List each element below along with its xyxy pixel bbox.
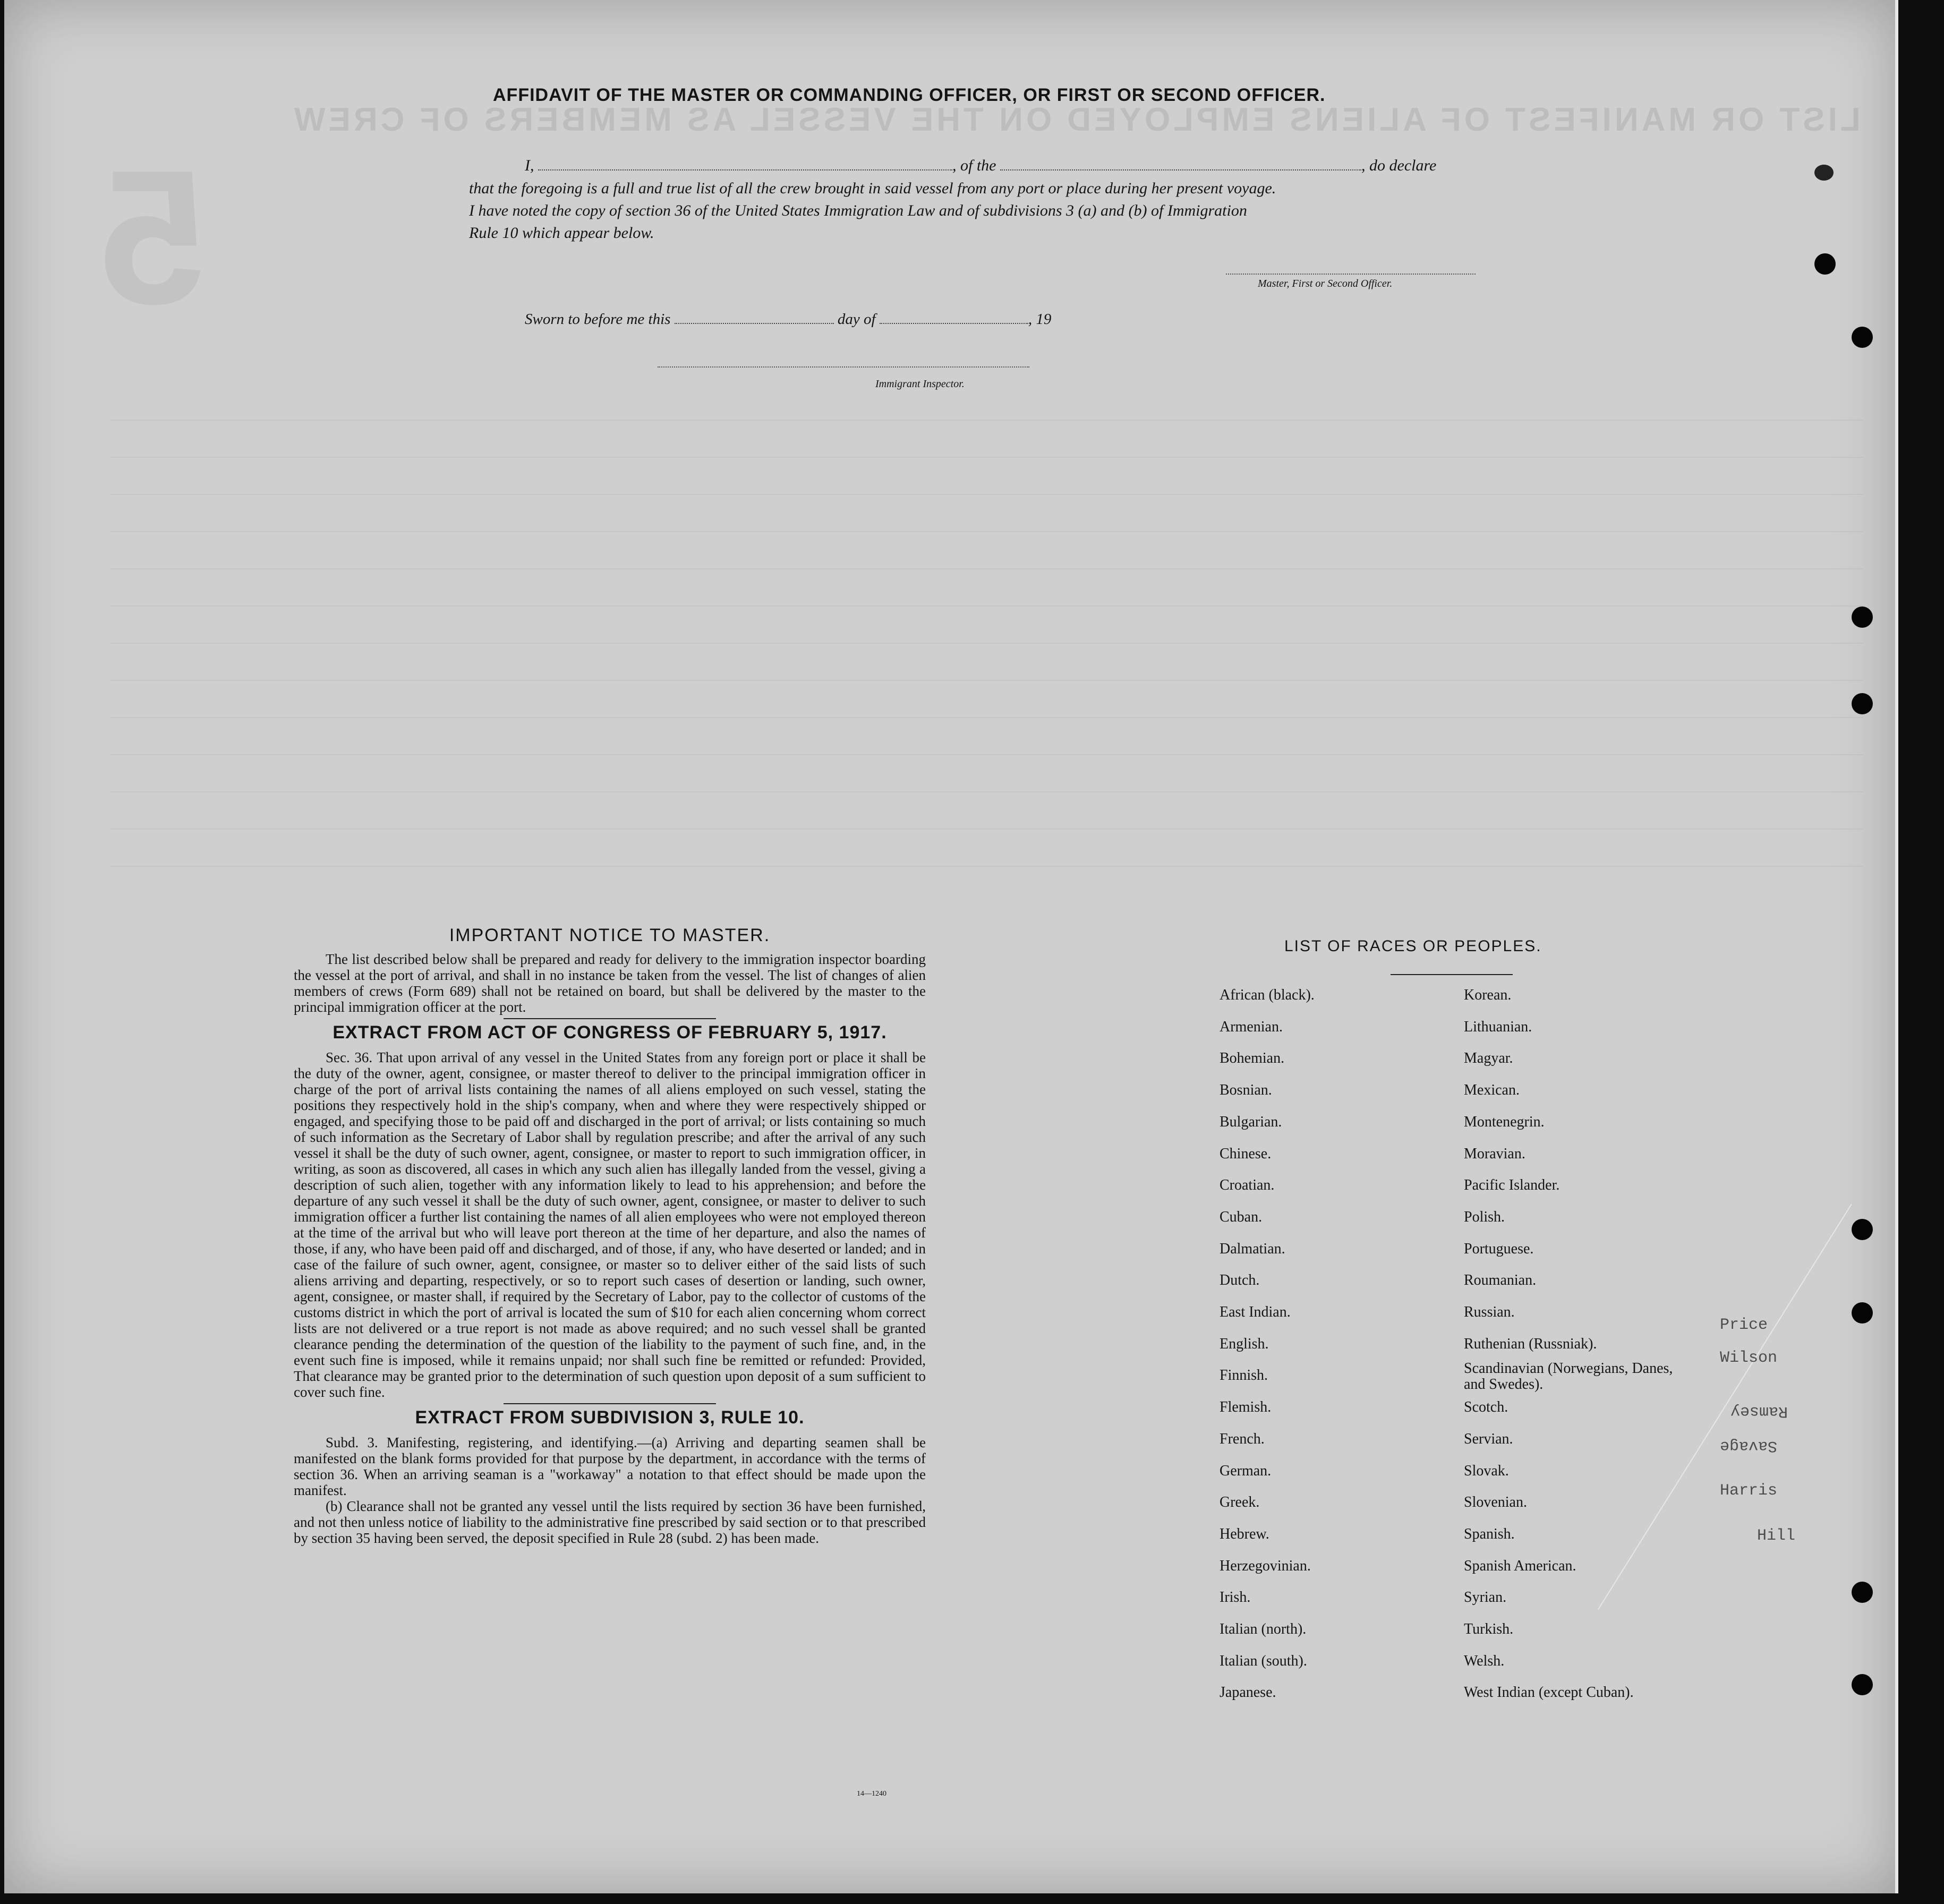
race-item: Bulgarian. [1220, 1113, 1282, 1130]
race-item: Italian (north). [1220, 1621, 1307, 1637]
race-item: Chinese. [1220, 1145, 1272, 1162]
race-item: Spanish. [1464, 1525, 1515, 1542]
act-extract-title: EXTRACT FROM ACT OF CONGRESS OF FEBRUARY 5, 1917. [332, 1022, 887, 1043]
race-item: Magyar. [1464, 1050, 1513, 1067]
race-item: Mexican. [1464, 1082, 1520, 1099]
race-item: Hebrew. [1220, 1525, 1269, 1542]
divider [504, 1403, 716, 1404]
punch-hole [1814, 165, 1834, 181]
race-item: Greek. [1220, 1494, 1260, 1511]
race-item: French. [1220, 1430, 1265, 1447]
race-item: Scandinavian (Norwegians, Danes, and Swedes). [1464, 1360, 1673, 1393]
race-item: Pacific Islander. [1464, 1177, 1560, 1194]
race-item: Polish. [1464, 1208, 1505, 1225]
form-code: 14—1240 [857, 1790, 886, 1798]
punch-hole [1852, 1674, 1873, 1695]
affidavit-line-2: that the foregoing is a full and true list of all the crew brought in said vessel from any port or place during her present voyage. [469, 180, 1276, 197]
manifest-page [4, 0, 1898, 1893]
divider [504, 1018, 716, 1019]
inspector-label: Immigrant Inspector. [875, 378, 965, 390]
bleed-through-name: Savage [1720, 1437, 1778, 1455]
bleed-through-name: Ramsey [1730, 1402, 1788, 1420]
races-divider [1391, 974, 1513, 975]
race-item: Montenegrin. [1464, 1113, 1545, 1130]
race-item: West Indian (except Cuban). [1464, 1684, 1634, 1701]
inspector-line [658, 366, 1029, 368]
race-item: Slovenian. [1464, 1494, 1527, 1511]
bleed-through-name: Hill [1757, 1527, 1796, 1545]
rule-extract-title: EXTRACT FROM SUBDIVISION 3, RULE 10. [415, 1407, 805, 1428]
race-item: German. [1220, 1462, 1272, 1479]
race-item: Finnish. [1220, 1367, 1268, 1384]
rule-extract-para-a: Subd. 3. Manifesting, registering, and identifying.—(a) Arriving and departing seamen shall be manifested on the blank forms provided for that purpose by the department, in accordance with the terms of section 36. When an arriving seaman is a "workaway" a notation to that effect should be made upon the manifest. [294, 1435, 926, 1498]
race-item: Dalmatian. [1220, 1240, 1285, 1257]
affidavit-line-3: I have noted the copy of section 36 of the United States Immigration Law and of subdivisions 3 (a) and (b) of Immigration [469, 202, 1247, 219]
affidavit-line-4: Rule 10 which appear below. [469, 224, 654, 242]
race-item: African (black). [1220, 987, 1315, 1003]
race-item: Portuguese. [1464, 1240, 1534, 1257]
race-item: Russian. [1464, 1304, 1515, 1320]
race-item: Korean. [1464, 987, 1512, 1003]
punch-hole [1852, 1219, 1873, 1240]
affidavit-title: AFFIDAVIT OF THE MASTER OR COMMANDING OFFICER, OR FIRST OR SECOND OFFICER. [493, 85, 1326, 105]
day-blank [675, 323, 834, 324]
race-item: Scotch. [1464, 1399, 1508, 1416]
sworn-line [525, 311, 1051, 328]
bleed-through-form-number: 5 [100, 131, 207, 344]
race-item: Dutch. [1220, 1272, 1260, 1289]
punch-hole [1852, 607, 1873, 628]
race-item: English. [1220, 1335, 1269, 1352]
race-item: Japanese. [1220, 1684, 1276, 1701]
act-extract-text: Sec. 36. That upon arrival of any vessel in the United States from any foreign port or place it shall be the duty of the owner, agent, consignee, or master thereof to deliver to the principal immigration officer in charge of the port of arrival lists containing the names of all aliens employed on such vessel, stating the positions they respectively hold in the ship's company, when and where they were respectively shipped or engaged, and specifying those to be paid off and discharged in the port of arrival; or lists containing so much of such information as the Secretary of Labor shall by regulation prescribe; and after the arrival of any such vessel it shall be the duty of such owner, agent, consignee, or master to report to such immigration officer, in writing, as soon as discovered, all cases in which any such alien has illegally landed from the vessel, giving a description of such alien, together with any information likely to lead to his apprehension; and before the departure of any such vessel it shall be the duty of such owner, agent, consignee, or master to deliver to such immigration officer a further list containing the names of all alien employees who were not employed thereon at the time of the arrival but who will leave port thereon at the time of her departure, and also the names of those, if any, who have been paid off and discharged, and of those, if any, who have deserted or landed; and in case of the failure of such owner, agent, consignee, or master so to deliver either of the said lists of such aliens arriving and departing, respectively, or so to report such cases of desertion or landing, such owner, agent, consignee, or master shall, if required by the Secretary of Labor, pay to the collector of customs of the customs district in which the port of arrival is located the sum of $10 for each alien concerning whom correct lists are not delivered or a true report is not made as above required; and no such vessel shall be granted clearance pending the determination of the question of the liability to the payment of such fine, and, in the event such fine is imposed, while it remains unpaid; nor shall such fine be remitted or refunded: Provided, That clearance may be granted prior to the determination of such question upon deposit of a sum sufficient to cover such fine. [294, 1049, 926, 1400]
race-item: Italian (south). [1220, 1652, 1307, 1669]
race-item: Ruthenian (Russniak). [1464, 1335, 1597, 1352]
punch-hole [1852, 1582, 1873, 1603]
affidavit-declare: , do declare [1361, 157, 1437, 174]
race-item: East Indian. [1220, 1304, 1291, 1320]
affidavit-line-1 [525, 157, 1436, 175]
race-item: Bohemian. [1220, 1050, 1285, 1067]
race-item: Slovak. [1464, 1462, 1509, 1479]
crease-line [1598, 1204, 1852, 1610]
punch-hole [1814, 253, 1836, 275]
race-item: Bosnian. [1220, 1082, 1272, 1099]
race-item: Herzegovinian. [1220, 1557, 1311, 1574]
year-prefix: , 19 [1028, 311, 1052, 328]
bleed-through-name: Wilson [1720, 1349, 1778, 1367]
punch-hole [1852, 327, 1873, 348]
race-item: Turkish. [1464, 1621, 1514, 1637]
race-item: Flemish. [1220, 1399, 1272, 1416]
month-blank [880, 323, 1028, 324]
race-item: Armenian. [1220, 1018, 1283, 1035]
name-blank [538, 169, 952, 170]
day-of-text: day of [837, 311, 876, 328]
races-title: LIST OF RACES OR PEOPLES. [1284, 937, 1542, 955]
race-item: Roumanian. [1464, 1272, 1537, 1289]
race-item: Servian. [1464, 1430, 1513, 1447]
race-item: Syrian. [1464, 1589, 1507, 1606]
bleed-through-name: Price [1720, 1316, 1768, 1334]
race-item: Croatian. [1220, 1177, 1275, 1194]
race-item: Cuban. [1220, 1208, 1263, 1225]
bleed-through-header: LIST OR MANIFEST OF ALIENS EMPLOYED ON THE VESSEL AS MEMBERS OF CREW [291, 101, 1861, 138]
page-edge [1895, 0, 1898, 1893]
notice-column [294, 925, 926, 1546]
race-item: Irish. [1220, 1589, 1251, 1606]
race-item: Moravian. [1464, 1145, 1525, 1162]
race-item: Spanish American. [1464, 1557, 1576, 1574]
affidavit-i: I, [525, 157, 534, 174]
vessel-blank [1000, 169, 1361, 170]
affidavit-of-the: , of the [952, 157, 996, 174]
notice-text: The list described below shall be prepared and ready for delivery to the immigration inspector boarding the vessel at the port of arrival, and shall in no instance be taken from the vessel. The list of changes of alien members of crews (Form 689) shall not be retained on board, but shall be delivered by the master to the principal immigration officer at the port. [294, 951, 926, 1015]
race-item: Welsh. [1464, 1652, 1505, 1669]
signature-line [1226, 274, 1476, 275]
rule-extract-para-b: (b) Clearance shall not be granted any vessel until the lists required by section 36 have been furnished, and not then unless notice of liability to the administrative fine prescribed by said section or to that prescribed by section 35 having been served, the deposit specified in Rule 28 (subd. 2) has been made. [294, 1498, 926, 1546]
race-item: Lithuanian. [1464, 1018, 1532, 1035]
sworn-text: Sworn to before me this [525, 311, 671, 328]
punch-hole [1852, 1302, 1873, 1324]
notice-title: IMPORTANT NOTICE TO MASTER. [449, 925, 771, 945]
punch-hole [1852, 693, 1873, 714]
bleed-through-name: Harris [1720, 1482, 1778, 1500]
signature-label: Master, First or Second Officer. [1258, 278, 1393, 289]
